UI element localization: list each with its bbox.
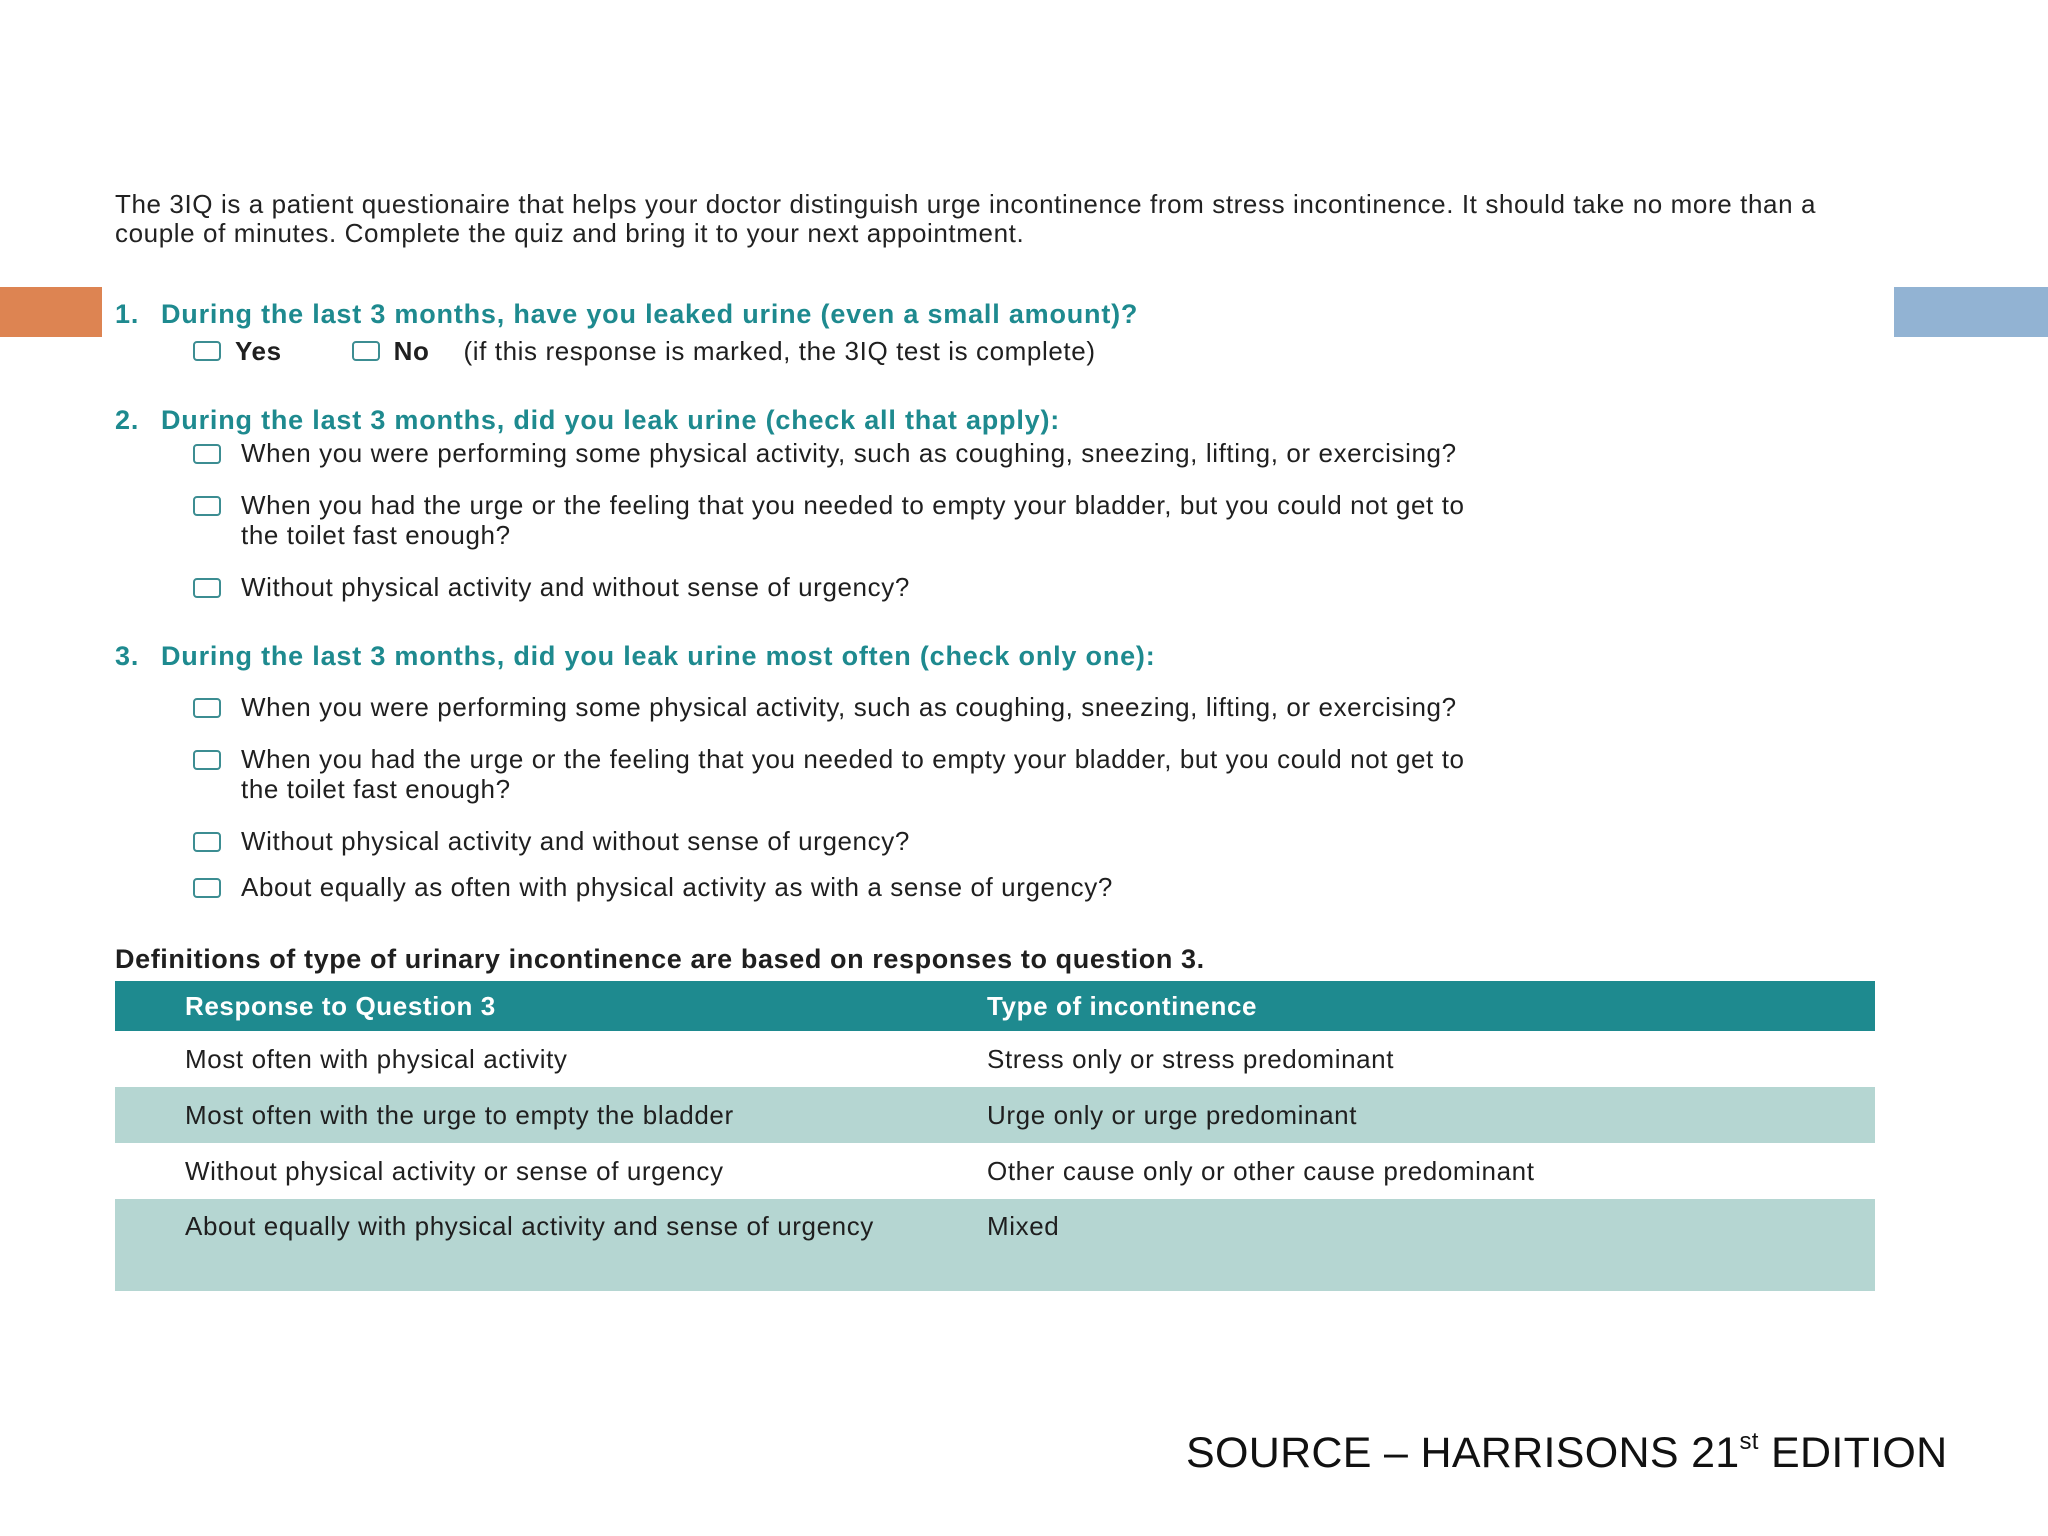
table-cell: Stress only or stress predominant — [987, 1043, 1395, 1074]
table-cell: Most often with physical activity — [185, 1043, 568, 1074]
source-suffix: EDITION — [1758, 1429, 1948, 1477]
option-item — [193, 438, 1895, 468]
table-cell: Mixed — [963, 1199, 1875, 1291]
question-2 — [115, 404, 1895, 602]
question-text: During the last 3 months, did you leak urine (check all that apply): — [161, 405, 1061, 435]
question-2-title — [115, 404, 1895, 436]
table-header: Type of incontinence — [963, 981, 1875, 1031]
table-row — [115, 1199, 1875, 1291]
option-item — [193, 490, 1895, 550]
question-number: 1. — [115, 299, 140, 329]
question-2-options — [193, 438, 1895, 602]
questionnaire — [115, 190, 1895, 1291]
accent-bar-right — [1894, 287, 2048, 337]
option-checkbox[interactable] — [193, 578, 221, 598]
no-checkbox[interactable] — [352, 341, 380, 361]
option-item — [193, 692, 1895, 722]
option-label: When you had the urge or the feeling that you needed to empty your bladder, but you could not get to the toilet fast enough? — [241, 490, 1465, 550]
question-1 — [115, 298, 1895, 368]
question-number: 2. — [115, 405, 140, 435]
option-item — [193, 744, 1895, 804]
option-checkbox[interactable] — [193, 832, 221, 852]
source-prefix: SOURCE – HARRISONS 21 — [1186, 1429, 1740, 1477]
table-header-row — [115, 981, 1875, 1031]
option-item — [193, 572, 1895, 602]
option-label: When you were performing some physical activity, such as coughing, sneezing, lifting, or exercising? — [241, 438, 1457, 468]
option-checkbox[interactable] — [193, 750, 221, 770]
option-checkbox[interactable] — [193, 496, 221, 516]
accent-bar-left — [0, 287, 102, 337]
definitions-table — [115, 981, 1875, 1291]
question-text: During the last 3 months, have you leaked urine (even a small amount)? — [161, 299, 1139, 329]
option-checkbox[interactable] — [193, 878, 221, 898]
option-item — [193, 872, 1895, 902]
definitions-heading: Definitions of type of urinary incontinence are based on responses to question 3. — [115, 944, 1205, 974]
question-1-answers — [193, 334, 1895, 368]
question-1-title — [115, 298, 1895, 330]
table-cell: Most often with the urge to empty the bladder — [115, 1087, 963, 1143]
option-item — [193, 826, 1895, 856]
question-3-title — [115, 640, 1895, 672]
table-header: Response to Question 3 — [115, 981, 963, 1031]
question-3 — [115, 640, 1895, 902]
question-text: During the last 3 months, did you leak urine most often (check only one): — [161, 641, 1156, 671]
source-superscript: st — [1739, 1428, 1759, 1455]
no-label: No — [393, 336, 430, 366]
question-number: 3. — [115, 641, 140, 671]
option-label: When you were performing some physical activity, such as coughing, sneezing, lifting, or exercising? — [241, 692, 1457, 722]
table-cell: About equally with physical activity and sense of urgency — [115, 1199, 963, 1291]
option-label: When you had the urge or the feeling that you needed to empty your bladder, but you could not get to the toilet fast enough? — [241, 744, 1465, 804]
table-cell: Urge only or urge predominant — [963, 1087, 1875, 1143]
option-checkbox[interactable] — [193, 444, 221, 464]
table-row — [115, 1143, 1875, 1199]
no-note: (if this response is marked, the 3IQ test is complete) — [463, 336, 1096, 366]
option-label: Without physical activity and without sense of urgency? — [241, 572, 910, 602]
intro-paragraph: The 3IQ is a patient questionaire that helps your doctor distinguish urge incontinence from stress incontinence. It should take no more than a couple of minutes. Complete the quiz and bring it to your next appointment. — [115, 189, 1817, 248]
question-3-options — [193, 692, 1895, 902]
option-checkbox[interactable] — [193, 698, 221, 718]
option-label: Without physical activity and without sense of urgency? — [241, 826, 910, 856]
table-cell: Other cause only or other cause predominant — [987, 1155, 1535, 1186]
table-row — [115, 1087, 1875, 1143]
option-label: About equally as often with physical activity as with a sense of urgency? — [241, 872, 1113, 902]
table-row — [115, 1031, 1875, 1087]
source-citation — [1186, 1428, 1948, 1478]
yes-label: Yes — [235, 336, 282, 366]
table-cell: Without physical activity or sense of urgency — [185, 1155, 724, 1186]
yes-checkbox[interactable] — [193, 341, 221, 361]
